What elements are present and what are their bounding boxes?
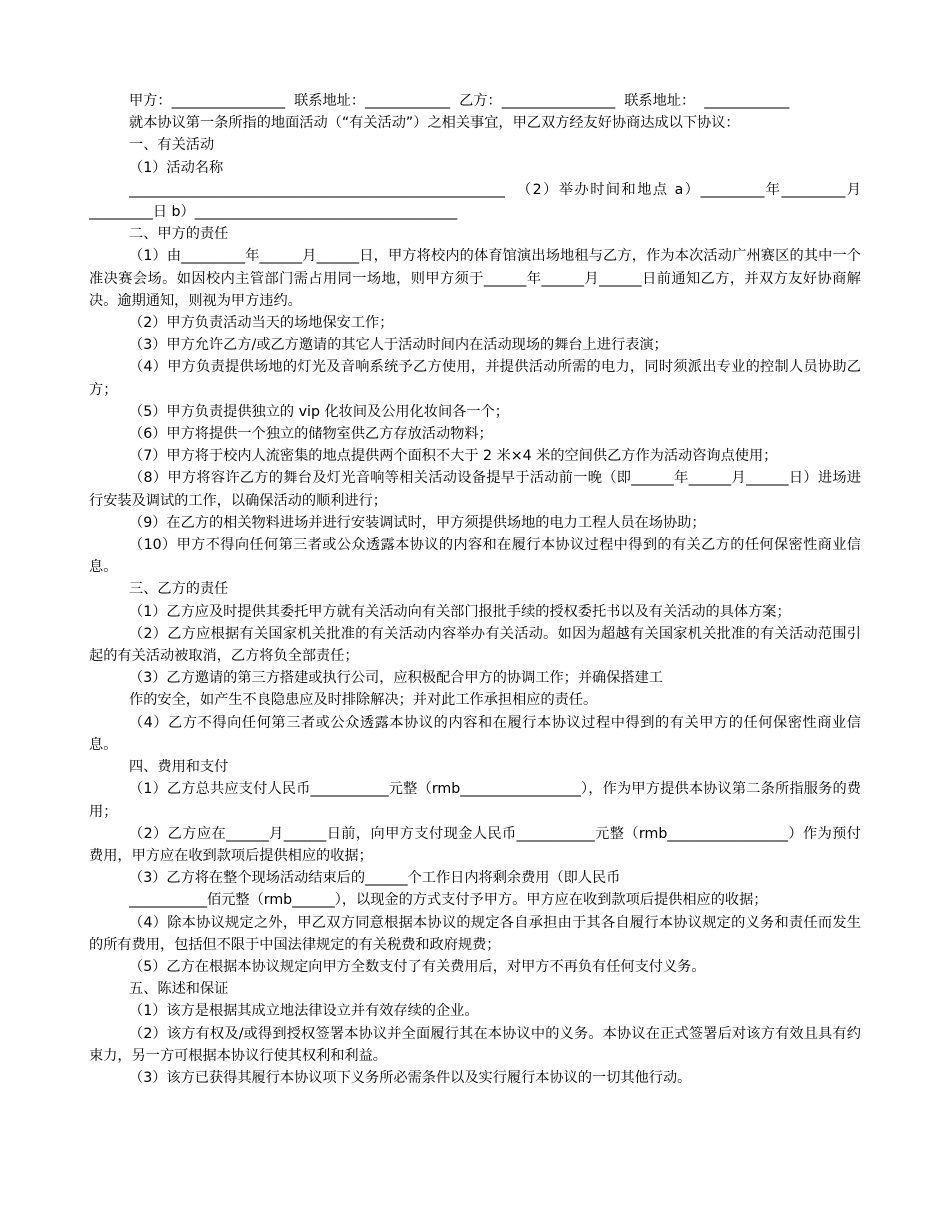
paragraph: ___________佰元整（rmb______），以现金的方式支付予甲方。甲方应在收到款项后提供相应的收据；	[129, 892, 768, 909]
paragraph: （5）甲方负责提供独立的 vip 化妆间及公用化妆间各一个；	[129, 403, 509, 420]
paragraph: _____________________________________________________ （2）举办时间和地点 a）_________年_________月_________日 b）_____________________________________	[89, 181, 861, 221]
paragraph: 甲方：________________ 联系地址：____________ 乙方：________________ 联系地址： ____________	[129, 93, 790, 109]
paragraph: （3）该方已获得其履行本协议项下义务所必需条件以及实行履行本协议的一切其他行动。	[129, 1069, 692, 1086]
paragraph: （2）该方有权及/或得到授权签署本协议并全面履行其在本协议中的义务。本协议在正式签署后对该方有效且具有约束力，另一方可根据本协议行使其权利和利益。	[89, 1025, 861, 1064]
paragraph: （2）甲方负责活动当天的场地保安工作；	[129, 315, 394, 332]
paragraph: （2）乙方应根据有关国家机关批准的有关活动内容举办有关活动。如因为超越有关国家机关批准的有关活动范围引起的有关活动被取消，乙方将负全部责任；	[89, 625, 861, 665]
paragraph: （2）乙方应在______月______日前，向甲方支付现金人民币___________元整（rmb_________________）作为预付费用，甲方应在收到款项后提供相应的收据；	[89, 825, 861, 864]
paragraph: 就本协议第一条所指的地面活动（“有关活动”）之相关事宜，甲乙双方经友好协商达成以下协议：	[129, 115, 740, 132]
paragraph: （4）除本协议规定之外，甲乙双方同意根据本协议的规定各自承担由于其各自履行本协议规定的义务和责任而发生的所有费用，包括但不限于中国法律规定的有关税费和政府规费；	[89, 914, 861, 953]
paragraph: 五、陈述和保证	[129, 981, 229, 998]
paragraph: （1）活动名称	[129, 159, 224, 176]
paragraph: （1）由_________年______月______日，甲方将校内的体育馆演出场地租与乙方，作为本次活动广州赛区的其中一个准决赛会场。如因校内主管部门需占用同一场地，则甲方须于______年______月______日前通知乙方，并双方友好协商解决。逾期通知，则视为甲方违约。	[89, 248, 861, 309]
paragraph: （6）甲方将提供一个独立的储物室供乙方存放活动物料；	[129, 426, 493, 443]
paragraph: （1）乙方总共应支付人民币___________元整（rmb_________________），作为甲方提供本协议第二条所指服务的费用；	[89, 781, 861, 820]
paragraph: 二、甲方的责任	[129, 226, 229, 243]
paragraph: （1）该方是根据其成立地法律设立并有效存续的企业。	[129, 1003, 479, 1020]
paragraph: （10）甲方不得向任何第三者或公众透露本协议的内容和在履行本协议过程中得到的有关乙方的任何保密性商业信息。	[89, 537, 861, 576]
paragraph: （9）在乙方的相关物料进场并进行安装调试时，甲方须提供场地的电力工程人员在场协助；	[129, 514, 706, 531]
paragraph: （4）乙方不得向任何第三者或公众透露本协议的内容和在履行本协议过程中得到的有关甲方的任何保密性商业信息。	[89, 714, 861, 753]
paragraph: （7）甲方将于校内人流密集的地点提供两个面积不大于 2 米×4 米的空间供乙方作为活动咨询点使用；	[129, 448, 778, 465]
paragraph: （3）乙方邀请的第三方搭建或执行公司，应积极配合甲方的协调工作；并确保搭建工	[129, 670, 663, 687]
paragraph: （4）甲方负责提供场地的灯光及音响系统予乙方使用，并提供活动所需的电力，同时须派出专业的控制人员协助乙方；	[89, 359, 861, 398]
paragraph: 一、有关活动	[129, 137, 215, 154]
paragraph: 作的安全，如产生不良隐患应及时排除解决；并对此工作承担相应的责任。	[129, 692, 598, 709]
paragraph: 四、费用和支付	[129, 759, 229, 776]
paragraph: 三、乙方的责任	[129, 581, 229, 598]
document-body	[89, 90, 861, 1089]
paragraph: （1）乙方应及时提供其委托甲方就有关活动向有关部门报批手续的授权委托书以及有关活动的具体方案；	[129, 603, 791, 620]
paragraph: （8）甲方将容许乙方的舞台及灯光音响等相关活动设备提早于活动前一晚（即______年______月______日）进场进行安装及调试的工作，以确保活动的顺利进行；	[89, 470, 861, 509]
paragraph: （3）乙方将在整个现场活动结束后的______个工作日内将剩余费用（即人民币	[129, 870, 621, 887]
paragraph: （5）乙方在根据本协议规定向甲方全数支付了有关费用后，对甲方不再负有任何支付义务。	[129, 958, 706, 975]
paragraph: （3）甲方允许乙方/或乙方邀请的其它人于活动时间内在活动现场的舞台上进行表演；	[129, 337, 668, 354]
